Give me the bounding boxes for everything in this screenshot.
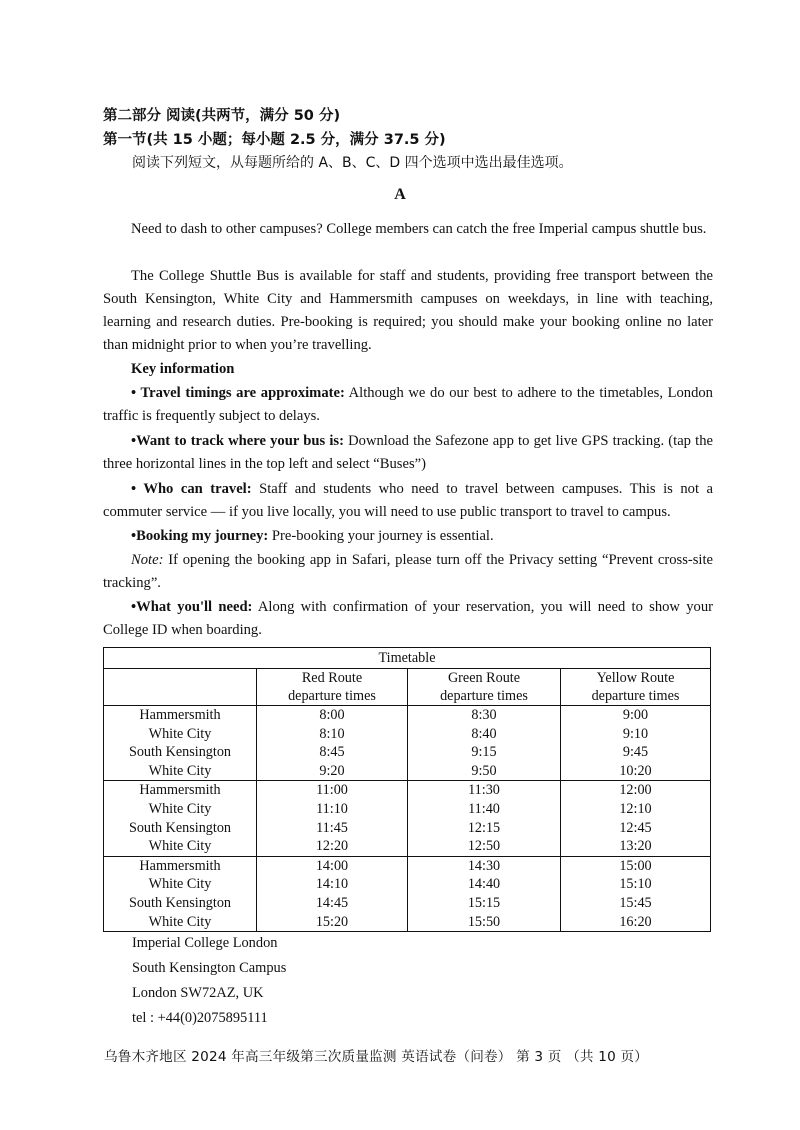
timetable-group-2 [104,781,711,856]
stops-cell: Hammersmith White City South Kensington White City [104,706,257,781]
stops-cell: Hammersmith White City South Kensington White City [104,856,257,931]
bullet-timings: • Travel timings are approximate: Although we do our best to adhere to the timetables, London traffic is frequently subject to delays. [103,385,713,424]
red-times-cell: 14:00 14:10 14:45 15:20 [257,856,408,931]
yellow-times-cell: 15:00 15:10 15:45 16:20 [561,856,711,931]
note-paragraph: Note: If opening the booking app in Safari, please turn off the Privacy setting “Prevent cross-site tracking”. [103,552,713,591]
timetable-group-1 [104,706,711,781]
address-line-3: London SW72AZ, UK [132,985,264,1001]
key-info-heading: Key information [131,361,235,377]
bullet-what-you-need: •What you'll need: Along with confirmation of your reservation, you will need to show your College ID when boarding. [103,599,713,638]
address-line-2: South Kensington Campus [132,960,287,976]
green-route-header: Green Route departure times [408,669,561,706]
green-times-cell: 14:30 14:40 15:15 15:50 [408,856,561,931]
bullet-tracking: •Want to track where your bus is: Download the Safezone app to get live GPS tracking. (tap the three horizontal lines in the top left and select “Buses”) [103,433,713,472]
green-times-cell: 8:30 8:40 9:15 9:50 [408,706,561,781]
timetable-group-3 [104,856,711,931]
timetable [103,647,711,932]
yellow-times-cell: 12:00 12:10 12:45 13:20 [561,781,711,856]
red-route-header: Red Route departure times [257,669,408,706]
stop-column-header [104,669,257,706]
bullet-booking: •Booking my journey: Pre-booking your journey is essential. [131,528,494,544]
red-times-cell: 8:00 8:10 8:45 9:20 [257,706,408,781]
timetable-header-row [104,669,711,706]
timetable-caption: Timetable [104,648,711,669]
red-times-cell: 11:00 11:10 11:45 12:20 [257,781,408,856]
paragraph-1: Need to dash to other campuses? College members can catch the free Imperial campus shuttle bus. [131,221,707,237]
paragraph-2: The College Shuttle Bus is available for staff and students, providing free transport between the South Kensington, White City and Hammersmith campuses on weekdays, in line with teaching, learning and research duties. Pre-booking is required; you should make your booking online no later than midnight prior to when you’re travelling. [103,268,713,353]
green-times-cell: 11:30 11:40 12:15 12:50 [408,781,561,856]
passage-letter: A [394,186,406,203]
telephone: tel : +44(0)2075895111 [132,1010,268,1026]
yellow-times-cell: 9:00 9:10 9:45 10:20 [561,706,711,781]
yellow-route-header: Yellow Route departure times [561,669,711,706]
stops-cell: Hammersmith White City South Kensington White City [104,781,257,856]
timetable-caption-row [104,648,711,669]
page-footer: 乌鲁木齐地区 2024 年高三年级第三次质量监测 英语试卷（问卷） 第 3 页 （共 10 页） [104,1049,649,1065]
bullet-who-can-travel: • Who can travel: Staff and students who need to travel between campuses. This is not a commuter service — if you live locally, you will need to use public transport to travel to campus. [103,481,713,520]
section-title: 第一节(共 15 小题；每小题 2.5 分，满分 37.5 分) [103,132,446,148]
address-line-1: Imperial College London [132,935,278,951]
part-title: 第二部分 阅读(共两节，满分 50 分) [103,108,341,124]
instructions: 阅读下列短文，从每题所给的 A、B、C、D 四个选项中选出最佳选项。 [132,155,573,171]
